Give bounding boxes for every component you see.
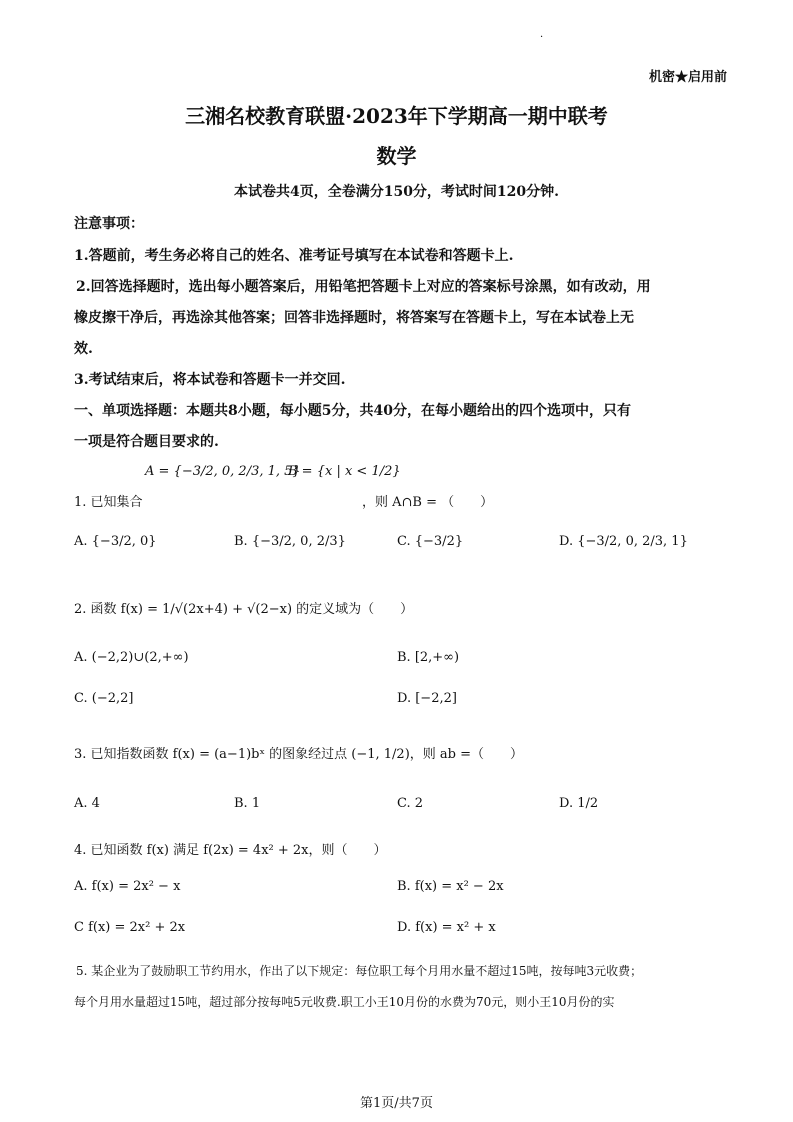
q1-set-a: A = {−3/2, 0, 2/3, 1, 5} <box>145 464 301 479</box>
q3-option-d: D. 1/2 <box>559 796 599 811</box>
notes-title: 注意事项： <box>74 216 144 232</box>
q4-option-b: B. f(x) = x² − 2x <box>397 879 504 894</box>
q2-option-c: C. (−2,2] <box>74 691 134 706</box>
exam-title: 三湘名校教育联盟·2023年下学期高一期中联考 <box>185 104 608 128</box>
q2-option-b: B. [2,+∞) <box>397 650 460 665</box>
q1-set-b: B = {x | x < 1/2} <box>288 464 401 479</box>
q3-option-b: B. 1 <box>234 796 261 811</box>
page-number: 第1页/共7页 <box>360 1096 433 1111</box>
note-1: 1.答题前，考生务必将自己的姓名、准考证号填写在本试卷和答题卡上. <box>74 248 514 264</box>
q3-option-a: A. 4 <box>74 796 100 811</box>
q5-line-1: 5. 某企业为了鼓励职工节约用水，作出了以下规定：每位职工每个月用水量不超过15吨，按每吨3元收费； <box>76 964 643 978</box>
note-2-line-2: 橡皮擦干净后，再选涂其他答案；回答非选择题时，将答案写在答题卡上，写在本试卷上无 <box>74 310 634 326</box>
q1-option-c: C. {−3/2} <box>397 534 464 549</box>
q2-option-a: A. (−2,2)∪(2,+∞) <box>74 650 189 665</box>
note-3: 3.考试结束后，将本试卷和答题卡一并交回. <box>74 372 346 388</box>
q1-stem-suffix: ，则 A∩B = （ ） <box>362 495 494 510</box>
scan-dot: · <box>540 32 544 43</box>
q4-option-d: D. f(x) = x² + x <box>397 920 496 935</box>
q1-option-b: B. {−3/2, 0, 2/3} <box>234 534 346 549</box>
section-1-heading-line-1: 一、单项选择题：本题共8小题，每小题5分，共40分，在每小题给出的四个选项中，只有 <box>74 403 631 419</box>
section-1-heading-line-2: 一项是符合题目要求的. <box>74 434 219 450</box>
q4-option-a: A. f(x) = 2x² − x <box>74 879 181 894</box>
q4-option-c: C f(x) = 2x² + 2x <box>74 920 186 935</box>
q5-line-2: 每个月用水量超过15吨，超过部分按每吨5元收费.职工小王10月份的水费为70元，则小王10月份的实 <box>74 995 615 1009</box>
q1-option-a: A. {−3/2, 0} <box>74 534 157 549</box>
q3-stem: 3. 已知指数函数 f(x) = (a−1)bˣ 的图象经过点 (−1, 1/2)，则 ab =（ ） <box>74 747 523 762</box>
q3-option-c: C. 2 <box>397 796 424 811</box>
exam-intro: 本试卷共4页，全卷满分150分，考试时间120分钟. <box>233 184 560 200</box>
q1-option-d: D. {−3/2, 0, 2/3, 1} <box>559 534 688 549</box>
q1-stem-prefix: 1. 已知集合 <box>74 495 143 510</box>
confidential-label: 机密★启用前 <box>648 70 727 85</box>
q4-stem: 4. 已知函数 f(x) 满足 f(2x) = 4x² + 2x，则（ ） <box>74 843 387 858</box>
note-2-line-3: 效. <box>74 341 93 357</box>
q2-option-d: D. [−2,2] <box>397 691 457 706</box>
note-2-line-1: 2.回答选择题时，选出每小题答案后，用铅笔把答题卡上对应的答案标号涂黑，如有改动，用 <box>76 279 651 295</box>
q2-stem: 2. 函数 f(x) = 1/√(2x+4) + √(2−x) 的定义域为（ ） <box>74 602 414 617</box>
subject-title: 数学 <box>376 144 417 168</box>
